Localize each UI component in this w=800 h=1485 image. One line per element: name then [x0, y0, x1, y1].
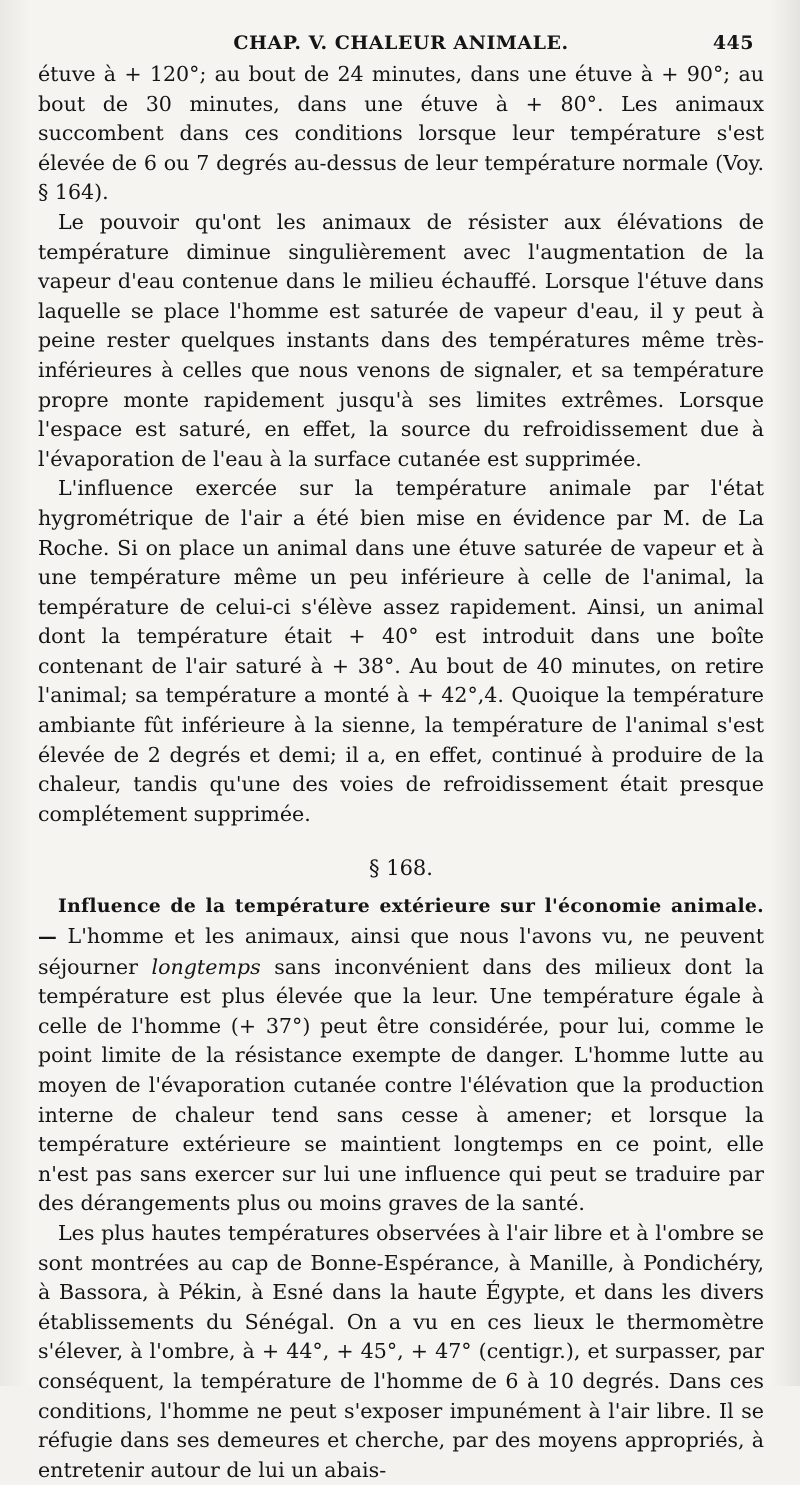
- paragraph-high-temperatures: Les plus hautes températures observées à l'air libre et à l'ombre se sont montrées au cap de Bonne-Espérance, à Manille, à Pondichéry, à Bassora, à Pékin, à Esné dans la haute Égypte, et dans les divers établissements du Sénégal. On a vu en ces lieux le thermomètre s'élever, à l'ombre, à + 44°, + 45°, + 47° (centigr.), et surpasser, par conséquent, la température de l'homme de 6 à 10 degrés. Dans ces conditions, l'homme ne peut s'exposer impunément à l'air libre. Il se réfugie dans ses demeures et cherche, par des moyens appropriés, à entretenir autour de lui un abais-: [38, 1220, 764, 1482]
- paragraph-continued: étuve à + 120°; au bout de 24 minutes, dans une étuve à + 90°; au bout de 30 minutes, dans une étuve à + 80°. Les animaux succombent dans ces conditions lorsque leur température s'est élevée de 6 ou 7 degrés au-dessus de leur température normale (Voy. § 164).: [38, 62, 764, 205]
- body-text: [38, 60, 764, 1485]
- lead-text-emphasis: longtemps: [151, 954, 261, 979]
- page-number: 445: [712, 32, 754, 54]
- running-title: CHAP. V. CHALEUR ANIMALE.: [233, 32, 569, 54]
- section-heading: Influence de la température extérieure sur l'économie animale. —: [38, 895, 764, 949]
- section-lead-paragraph: [38, 891, 764, 1219]
- lead-text-before: L'homme et les animaux, ainsi que nous l'avons vu, ne peuvent séjourner: [38, 924, 764, 979]
- paragraph-la-roche: L'influence exercée sur la température animale par l'état hygrométrique de l'air a été bien mise en évidence par M. de La Roche. Si on place un animal dans une étuve saturée de vapeur et à une température même un peu inférieure à celle de l'animal, la température de celui-ci s'élève assez rapidement. Ainsi, un animal dont la température était + 40° est introduit dans une boîte contenant de l'air saturé à + 38°. Au bout de 40 minutes, on retire l'animal; sa température a monté à + 42°,4. Quoique la température ambiante fût inférieure à la sienne, la température de l'animal s'est élevée de 2 degrés et demi; il a, en effet, continué à produire de la chaleur, tandis qu'une des voies de refroidissement était presque complétement supprimée.: [38, 476, 764, 826]
- running-head: [38, 0, 764, 60]
- lead-text-after: sans inconvénient dans des milieux dont la température est plus élevée que la leur. Une température égale à celle de l'homme (+ 37°) peut être considérée, pour lui, comme le point limite de la résistance exempte de danger. L'homme lutte au moyen de l'évaporation cutanée contre l'élévation que la production interne de chaleur tend sans cesse à amener; et lorsque la température extérieure se maintient longtemps en ce point, elle n'est pas sans exercer sur lui une influence qui peut se traduire par des dérangements plus ou moins graves de la santé.: [38, 954, 765, 1216]
- section-number: § 168.: [369, 856, 433, 881]
- paragraph-vapor: Le pouvoir qu'ont les animaux de résister aux élévations de température diminue singulièrement avec l'augmentation de la vapeur d'eau contenue dans le milieu échauffé. Lorsque l'étuve dans laquelle se place l'homme est saturée de vapeur d'eau, il y peut à peine rester quelques instants dans des températures même très-inférieures à celles que nous venons de signaler, et sa température propre monte rapidement jusqu'à ses limites extrêmes. Lorsque l'espace est saturé, en effet, la source du refroidissement due à l'évaporation de l'eau à la surface cutanée est supprimée.: [38, 209, 764, 471]
